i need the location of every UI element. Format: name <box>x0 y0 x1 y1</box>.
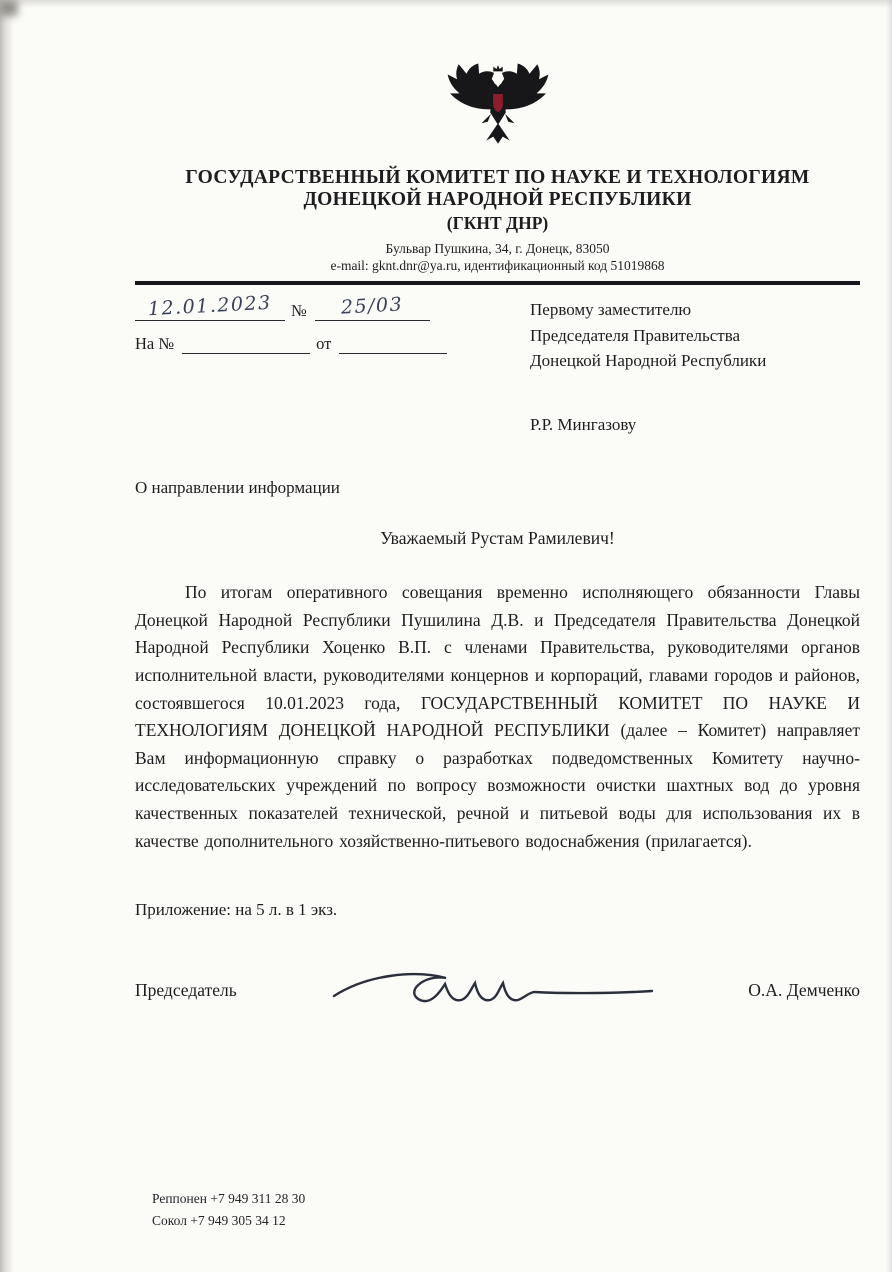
reply-number-label: На № <box>135 334 175 353</box>
scan-edge-shadow-top <box>0 0 892 8</box>
date-field <box>135 291 285 321</box>
salutation: Уважаемый Рустам Рамилевич! <box>380 528 615 548</box>
coat-of-arms-icon <box>439 60 557 152</box>
signer-name: О.А. Демченко <box>748 980 860 1000</box>
reference-and-addressee-row <box>135 291 860 437</box>
org-abbreviation: (ГКНТ ДНР) <box>446 213 549 233</box>
signer-title: Председатель <box>135 980 237 1000</box>
reply-date-field <box>339 330 447 354</box>
reference-block <box>135 291 505 363</box>
signature-row <box>135 962 860 1019</box>
executor-contact-1: Реппонен +7 949 311 28 30 <box>152 1191 306 1206</box>
attachment-line: Приложение: на 5 л. в 1 экз. <box>135 900 338 919</box>
reply-number-field <box>182 330 310 354</box>
addressee-line3: Донецкой Народной Республики <box>530 351 767 370</box>
letterhead-divider <box>135 281 860 285</box>
scan-corner-mark <box>0 0 18 16</box>
reply-from-label: от <box>316 334 332 353</box>
org-contact-line: e-mail: gknt.dnr@ya.ru, идентификационный код 51019868 <box>330 258 665 273</box>
org-address: Бульвар Пушкина, 34, г. Донецк, 83050 <box>385 241 610 256</box>
handwritten-number: 25/03 <box>340 293 404 319</box>
letter-body-paragraph: По итогам оперативного совещания временно исполняющего обязанности Главы Донецкой Народной Республики Пушилина Д.В. и Председателя Правительства Донецкой Народной Республики Хоценко В.П. с членами Правительства, руководителями органов исполнительной власти, руководителями концернов и корпораций, главами городов и районов, состоявшегося 10.01.2023 года, ГОСУДАРСТВЕННЫЙ КОМИТЕТ ПО НАУКЕ И ТЕХНОЛОГИЯМ ДОНЕЦКОЙ НАРОДНОЙ РЕСПУБЛИКИ (далее – Комитет) направляет Вам информационную справку о разработках подведомственных Комитету научно-исследовательских учреждений по вопросу возможности очистки шахтных вод до уровня качественных показателей технической, речной и питьевой воды для использования их в качестве дополнительного хозяйственно-питьевого водоснабжения (прилагается). <box>135 582 860 851</box>
reference-line-reply <box>135 330 505 354</box>
addressee-line2: Председателя Правительства <box>530 325 741 345</box>
addressee-block <box>530 297 860 437</box>
number-sign-label: № <box>291 301 307 320</box>
outgoing-number-field <box>315 293 430 321</box>
executor-contact-2: Сокол +7 949 305 34 12 <box>152 1213 286 1229</box>
subject-line: О направлении информации <box>135 478 340 497</box>
handwritten-date: 12.01.2023 <box>147 291 273 321</box>
addressee-name: Р.Р. Мингазову <box>530 414 637 434</box>
org-name-line1: ГОСУДАРСТВЕННЫЙ КОМИТЕТ ПО НАУКЕ И ТЕХНОЛОГИЯМ <box>185 167 810 188</box>
scan-edge-shadow-right <box>886 0 892 1272</box>
letterhead <box>135 60 860 274</box>
org-name-line2: ДОНЕЦКОЙ НАРОДНОЙ РЕСПУБЛИКИ <box>303 189 692 210</box>
signature-stroke-icon <box>328 962 658 1019</box>
reference-line-date-number <box>135 291 505 321</box>
scan-edge-shadow-left <box>0 0 14 1272</box>
addressee-line1: Первому заместителю <box>530 300 692 319</box>
executor-contacts <box>152 1188 305 1233</box>
